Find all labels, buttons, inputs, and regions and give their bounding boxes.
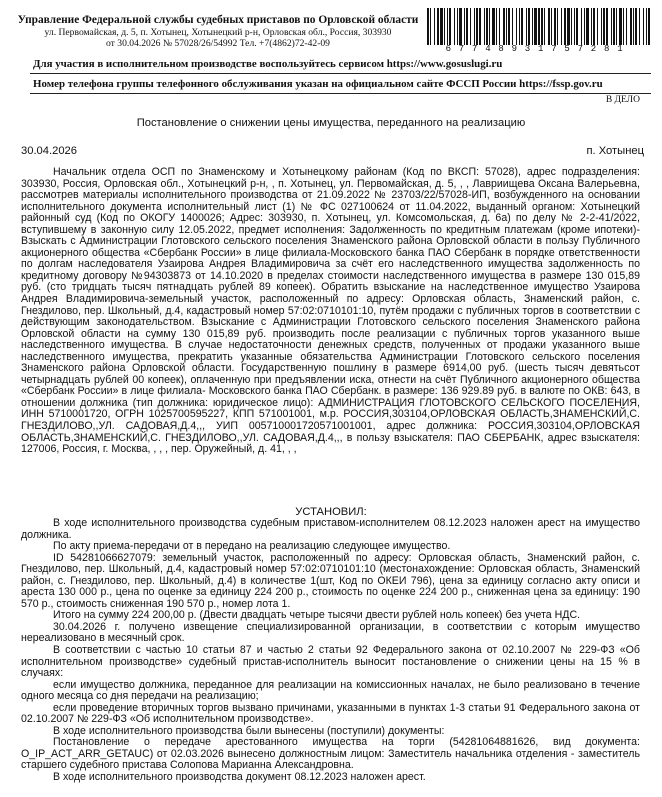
barcode-bar bbox=[476, 8, 478, 45]
barcode-bar bbox=[457, 8, 458, 45]
header bbox=[12, 14, 424, 49]
paragraph: ID 54281066627079: земельный участок, расположенный по адресу: Орловская область, Знаменский район, с. Гнездилово, пер. Школьный, д.4, кадастровый номер 57:02:0710101:10 (местонахождение: Орловская область, Знаменский район, с. Гнездилово, пер. Школьный, д.4) в количестве 1(шт, Код по ОКЕИ 796), цена за единицу согласно акту описи и ареста 130 000 р., цена по оценке за единицу 224 200 р., стоимость по оценке 224 200 р., сниженная цена за единицу: 190 570 р., стоимость сниженная 190 570 р., номер лота 1. bbox=[21, 551, 640, 610]
barcode-bar bbox=[449, 8, 451, 45]
barcode-bar bbox=[459, 8, 462, 45]
barcode-bar bbox=[576, 8, 578, 45]
barcode-bar bbox=[526, 8, 527, 45]
barcode-bar bbox=[603, 8, 605, 45]
paragraph: По акту приема-передачи от в передано на реализацию следующее имущество. bbox=[53, 540, 451, 553]
barcode-bar bbox=[528, 8, 530, 45]
barcode-bar bbox=[486, 8, 488, 45]
barcode-bar bbox=[499, 8, 500, 45]
barcode-bar bbox=[447, 8, 448, 45]
barcode-bar bbox=[611, 8, 612, 45]
barcode-bar bbox=[586, 8, 589, 45]
barcode-bar bbox=[613, 8, 615, 45]
document-place: п. Хотынец bbox=[586, 145, 644, 157]
barcode-bar bbox=[496, 8, 497, 45]
barcode-bar bbox=[521, 8, 523, 45]
barcode-bar bbox=[544, 8, 545, 45]
established-section bbox=[21, 518, 640, 784]
paragraph: В ходе исполнительного производства были вынесены (поступили) документы: bbox=[53, 724, 445, 737]
divider bbox=[30, 73, 651, 74]
barcode-bar bbox=[567, 8, 570, 45]
barcode-bar bbox=[427, 8, 429, 45]
barcode-number: 67748931757281 bbox=[445, 44, 631, 54]
barcode-bar bbox=[534, 8, 537, 45]
paragraph: В ходе исполнительного производства судебным приставом-исполнителем 08.12.2023 наложен арест на имущество должника. bbox=[21, 517, 640, 541]
barcode-bar bbox=[444, 8, 445, 45]
barcode-bar bbox=[635, 8, 637, 45]
barcode-bar bbox=[503, 8, 505, 45]
barcode-bar bbox=[597, 8, 598, 45]
gosuslugi-notice: Для участия в исполнительном производстве воспользуйтесь сервисом https://www.gosuslugi.ru bbox=[33, 58, 503, 70]
document-date: 30.04.2026 bbox=[21, 145, 77, 157]
barcode-bar bbox=[646, 8, 647, 45]
org-address: ул. Первомайская, д. 5, п. Хотынец, Хотынецкий р-н, Орловская обл., Россия, 303930 bbox=[44, 27, 392, 38]
barcode-bar bbox=[619, 8, 622, 45]
barcode-bar bbox=[584, 8, 585, 45]
barcode-bar bbox=[440, 8, 443, 45]
barcode-bar bbox=[571, 8, 572, 45]
barcode-bar bbox=[564, 8, 566, 45]
established-heading: УСТАНОВИЛ: bbox=[295, 506, 367, 518]
barcode-bar bbox=[574, 8, 575, 45]
barcode-bar bbox=[581, 8, 582, 45]
barcode-bar bbox=[430, 8, 431, 45]
barcode-bar bbox=[557, 8, 558, 45]
divider bbox=[30, 93, 651, 94]
barcode-bar bbox=[626, 8, 627, 45]
paragraph: В ходе исполнительного производства документ 08.12.2023 наложен арест. bbox=[53, 771, 426, 784]
paragraph: Итого на сумму 224 200,00 р. (Двести двадцать четыре тысячи двести рублей ноль копеек) без учета НДС. bbox=[53, 609, 581, 622]
barcode-bar bbox=[606, 8, 608, 45]
barcode-bar bbox=[623, 8, 624, 45]
org-name: Управление Федеральной службы судебных приставов по Орловской области bbox=[17, 14, 419, 26]
paragraph: 30.04.2026 г. получено извещение специализированной организации, в соответствии с которым имущество нереализовано в месячный срок. bbox=[21, 620, 640, 645]
barcode-bar bbox=[512, 8, 513, 45]
barcode-bar bbox=[484, 8, 485, 45]
preamble-paragraph: Начальник отдела ОСП по Знаменскому и Хотынецкому районам (Код по ВКСП: 57028), адрес подразделения: 303930, Россия, Орловская обл., Хотынецкий р-н, , п. Хотынец, ул. Первомайская, д. 5, , , Лавриищева Оксана Валерьевна, рассмотрев материалы исполнительного производства от 21.09.2022 № 23703/22/57028-ИП, возбужденного на основании исполнительного документа исполнительный лист (1) № ФС 027100624 от 11.04.2022, выданный органом: Хотынецкий районный суд (Код по ОКОГУ 1400026; Адрес: 303930, п. Хотынец, ул. Комсомольская, д. 6а) по делу № 2-2-41/2022, вступившему в законную силу 12.05.2022, предмет исполнения: Задолженность по кредитным платежам (кроме ипотеки)-Взыскать с Администрации Глотовского сельского поселения Знаменского района Орловской области в пользу Публичного акционерного общества «Сбербанк России» в лице филиала-Московского банка ПАО Сбербанк в порядке ответственности по долгам наследователя Узаирова Андрея Владимировича за счёт его наследственного имущества задолженность по кредитному договору №94303873 от 14.10.2020 в пределах стоимости наследственного имущества в размере 130 015,89 руб. (сто тридцать тысяч пятнадцать рублей 89 копеек). Обратить взыскание на наследственное имущество Узаирова Андрея Владимировича-земельный участок, расположенный по адресу: Орловская область, Знаменский район, с. Гнездилово, пер. Школьный, д.4, кадастровый номер 57:02:0710101:10, путём продажи с публичных торгов в соответствии с действующим законодательством. Взыскание с Администрации Глотовского сельского поселения Знаменского района Орловской области на сумму 130 015,89 руб. производить после реализации с публичных торгов указанного выше наследственного имущества. В случае недостаточности денежных средств, полученных от продажи указанного выше наследственного имущества, прекратить указанные обязательства Администрации Глотовского сельского поселения Знаменского района Орловской области. Государственную пошлину в размере 6914,00 руб. (шесть тысяч девятьсот четырнадцать рублей 00 копеек), оплаченную при предъявлении иска, отнести на счёт Публичного акционерного общества «Сбербанк России» в лице филиала- Московского банка ПАО Сбербанк. в размере: 136 929.89 руб. в валюте по ОКВ: 643, в отношении должника (тип должника: юридическое лицо): АДМИНИСТРАЦИЯ ГЛОТОВСКОГО СЕЛЬСКОГО ПОСЕЛЕНИЯ, ИНН 5710001720, ОГРН 1025700595227, КПП 571001001, м.р. РОССИЯ,303104,ОРЛОВСКАЯ ОБЛАСТЬ,ЗНАМЕНСКИЙ,С. ГНЕЗДИЛОВО,,УЛ. САДОВАЯ,Д.4,,, УИП 005710001720571001001, адрес должника: РОССИЯ,303104,ОРЛОВСКАЯ ОБЛАСТЬ,ЗНАМЕНСКИЙ,С. ГНЕЗДИЛОВО,,УЛ. САДОВАЯ,Д.4,,, в пользу взыскателя: ПАО СБЕРБАНК, адрес взыскателя: 127006, Россия, г. Москва, , , , пер. Оружейный, д. 41, , , bbox=[21, 166, 640, 456]
barcode-bar bbox=[643, 8, 644, 45]
phone-notice: Номер телефона группы телефонного обслуживания указан на официальном сайте ФССП России https://fssp.gov.ru bbox=[33, 78, 603, 90]
barcode-bar bbox=[548, 8, 550, 45]
barcode-bar bbox=[616, 8, 617, 45]
paragraph: Постановление о передаче арестованного имущества на торги (54281064881626, вид документа: O_IP_ACT_ARR_GETAUC) от 02.03.2026 вынесено должностным лицом: Заместитель начальника отделения - заместитель старшего судебного пристава Солопова Марианна Александровна. bbox=[21, 736, 640, 772]
barcode-bar bbox=[630, 8, 632, 45]
barcode-bar bbox=[551, 8, 552, 45]
paragraph: В соответствии с частью 10 статьи 87 и частью 2 статьи 92 Федерального закона от 02.10.2007 № 229-ФЗ «Об исполнительном производстве» судебный пристав-исполнитель выносит постановление о снижении цены на 15 % в случаях: bbox=[21, 644, 640, 680]
barcode-bar bbox=[492, 8, 495, 45]
barcode-bar bbox=[561, 8, 562, 45]
stamp-v-delo: В ДЕЛО bbox=[605, 95, 640, 105]
barcode-bar bbox=[591, 8, 592, 45]
barcode-bar bbox=[633, 8, 634, 45]
barcode-bar bbox=[434, 8, 435, 45]
barcode-bar bbox=[648, 8, 650, 45]
barcode-bar bbox=[541, 8, 543, 45]
barcode-bar bbox=[538, 8, 540, 45]
barcode-bar bbox=[466, 8, 468, 45]
document-reference: от 30.04.2026 № 57028/26/54992 Тел. +7(4862)72-42-09 bbox=[106, 38, 330, 49]
barcode-bar bbox=[601, 8, 602, 45]
paragraph: если проведение вторичных торгов вызвано причинами, указанными в пунктах 1-3 статьи 91 Федерального закона от 02.10.2007 № 229-ФЗ «Об исполнительном производстве». bbox=[21, 701, 640, 726]
barcode-bar bbox=[508, 8, 510, 45]
barcode-bar bbox=[639, 8, 640, 45]
barcode-bar bbox=[454, 8, 455, 45]
barcode-bar bbox=[470, 8, 471, 45]
barcode-bar bbox=[532, 8, 533, 45]
barcode-bar bbox=[489, 8, 490, 45]
barcode-bar bbox=[464, 8, 465, 45]
barcode-bar bbox=[593, 8, 595, 45]
barcode-bar bbox=[519, 8, 520, 45]
barcode-bar bbox=[437, 8, 439, 45]
paragraph: если имущество должника, переданное для реализации на комиссионных началах, не было реализовано в течение одного месяца со дня передачи на реализацию; bbox=[21, 678, 640, 703]
barcode-bar bbox=[554, 8, 556, 45]
barcode-bar bbox=[516, 8, 517, 45]
barcode-bar bbox=[506, 8, 507, 45]
barcode-bar bbox=[479, 8, 481, 45]
barcode-bar bbox=[474, 8, 475, 45]
barcode bbox=[425, 8, 651, 45]
document-title: Постановление о снижении цены имущества, переданного на реализацию bbox=[136, 117, 526, 129]
